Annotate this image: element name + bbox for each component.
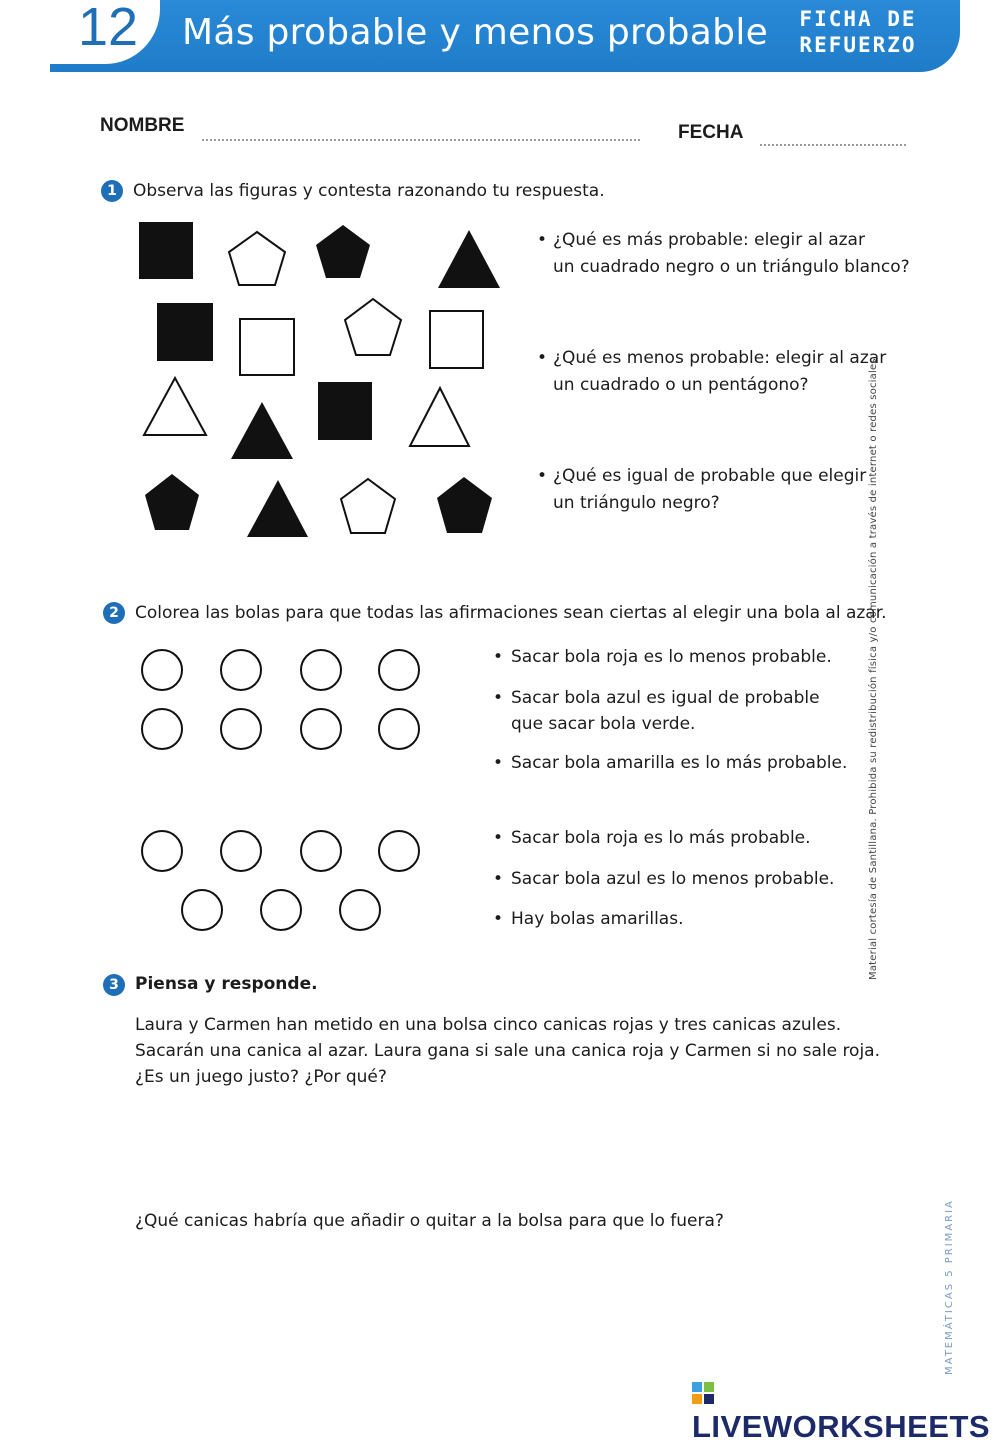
ball[interactable] [260,889,302,931]
shape-white-pentagon [341,479,395,533]
name-field[interactable] [202,138,640,141]
statement-text: Hay bolas amarillas. [511,909,684,929]
statement-text: Sacar bola azul es igual de probable que sacar bola verde. [511,688,820,734]
ball[interactable] [300,708,342,750]
shape-white-square [430,311,483,368]
question-1b-line1: ¿Qué es menos probable: elegir al azar [553,348,887,368]
page-title: Más probable y menos probable [182,12,769,53]
shape-white-square [240,319,294,375]
paragraph-line-2: Sacarán una canica al azar. Laura gana si sale una canica roja y Carmen si no sale roja. [135,1041,881,1061]
question-1b [537,345,887,395]
statement-text: Sacar bola azul es lo menos probable. [511,869,835,889]
subject-label: MATEMÁTICAS 5 PRIMARIA [944,1199,955,1375]
shape-black-pentagon [437,477,492,533]
ball[interactable] [300,649,342,691]
date-label: FECHA [678,122,744,143]
statement-1a [493,644,873,670]
ball[interactable] [339,889,381,931]
ball[interactable] [141,708,183,750]
ball[interactable] [378,708,420,750]
bullet: • [537,230,548,250]
statement-1b [493,685,873,737]
bullet: • [493,828,504,848]
question-1c-line2: un triángulo negro? [553,493,720,513]
exercise-1-number: 1 [101,180,123,202]
date-field[interactable] [760,143,906,146]
bullet: • [537,348,548,368]
question-1c [537,463,867,513]
exercise-3-instruction: Piensa y responde. [135,974,318,994]
exercise-3-paragraph [135,1012,880,1090]
ball[interactable] [220,708,262,750]
bullet: • [493,909,504,929]
name-label: NOMBRE [100,115,185,136]
question-1a-line1: ¿Qué es más probable: elegir al azar [553,230,865,250]
bullet: • [493,869,504,889]
shape-black-triangle [247,480,308,537]
statement-2b [493,866,873,892]
shape-white-triangle [410,388,469,446]
shape-black-square [139,222,193,279]
statement-text: Sacar bola roja es lo más probable. [511,828,811,848]
shape-black-pentagon [145,474,199,530]
logo-text: LIVEWORKSHEETS [692,1409,991,1444]
ball[interactable] [181,889,223,931]
paragraph-line-1: Laura y Carmen han metido en una bolsa cinco canicas rojas y tres canicas azules. [135,1015,842,1035]
bullet: • [493,688,504,708]
bullet: • [537,466,548,486]
shapes-grid [130,215,510,545]
question-1b-line2: un cuadrado o un pentágono? [553,375,809,395]
badge-line-2: REFUERZO [799,33,917,57]
ball[interactable] [141,830,183,872]
shape-black-square [318,382,372,440]
worksheet-type-badge [788,6,928,58]
exercise-2-instruction: Colorea las bolas para que todas las afirmaciones sean ciertas al elegir una bola al azar. [135,603,887,623]
exercise-1-instruction: Observa las figuras y contesta razonando tu respuesta. [133,181,605,201]
unit-number: 12 [78,0,139,57]
question-1a-line2: un cuadrado negro o un triángulo blanco? [553,257,910,277]
question-1a [537,227,910,277]
statement-1c [493,750,873,776]
badge-line-1: FICHA DE [799,7,917,31]
statement-2a [493,825,873,851]
ball[interactable] [300,830,342,872]
statement-text: Sacar bola amarilla es lo más probable. [511,753,848,773]
liveworksheets-logo [692,1373,1000,1444]
copyright-notice: Material cortesía de Santillana. Prohibida su redistribución física y/o comunicación a través de internet o redes sociales [868,358,879,980]
ball[interactable] [378,649,420,691]
logo-icon [692,1382,714,1404]
exercise-3-number: 3 [103,974,125,996]
shape-black-square [157,303,213,361]
ball[interactable] [141,649,183,691]
answer-area-2[interactable] [135,1245,835,1345]
bullet: • [493,753,504,773]
exercise-3-question-2: ¿Qué canicas habría que añadir o quitar a la bolsa para que lo fuera? [135,1211,724,1231]
ball[interactable] [220,649,262,691]
bullet: • [493,647,504,667]
question-1c-line1: ¿Qué es igual de probable que elegir [553,466,867,486]
statement-2c [493,906,873,932]
ball[interactable] [220,830,262,872]
shape-black-pentagon [316,225,370,278]
statement-text: Sacar bola roja es lo menos probable. [511,647,832,667]
answer-area-1[interactable] [135,1095,835,1185]
ball[interactable] [378,830,420,872]
paragraph-line-3: ¿Es un juego justo? ¿Por qué? [135,1067,387,1087]
exercise-2-number: 2 [103,602,125,624]
shape-white-triangle [144,378,206,435]
shape-white-pentagon [345,299,401,355]
shape-black-triangle [231,402,293,459]
shape-white-pentagon [229,232,285,285]
shape-black-triangle [438,230,500,288]
